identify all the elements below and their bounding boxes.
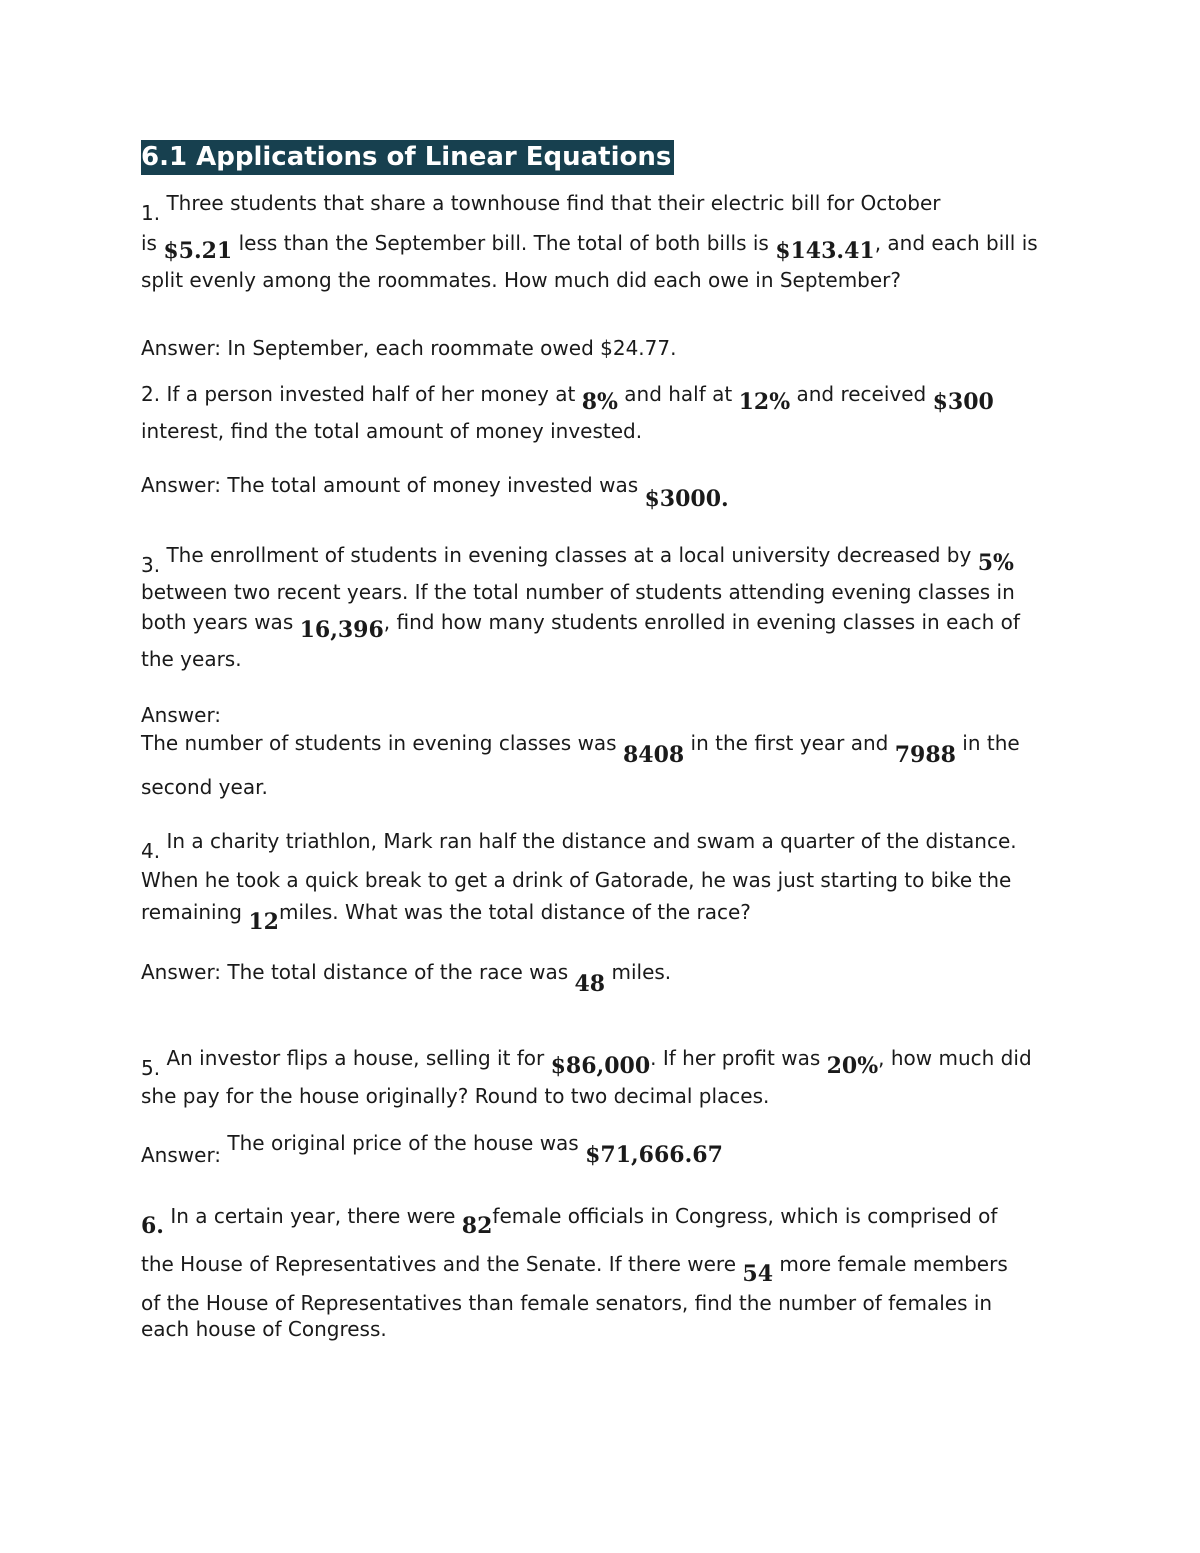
text-run: in the first year and: [684, 731, 895, 755]
text-run: In a certain year, there were: [170, 1204, 462, 1228]
math-value: $143.41: [775, 238, 875, 264]
answer-3-label: Answer:: [141, 703, 222, 727]
question-2-line-1: [141, 381, 994, 415]
question-6-line-4: each house of Congress.: [141, 1317, 387, 1341]
page-title: 6.1 Applications of Linear Equations: [141, 140, 674, 175]
text-run: more female members: [773, 1252, 1008, 1276]
text-run: An investor flips a house, selling it for: [166, 1046, 551, 1070]
math-value: 48: [574, 971, 606, 997]
text-run: miles.: [605, 960, 672, 984]
math-value: 12%: [738, 389, 791, 415]
question-5-line-2: she pay for the house originally? Round to two decimal places.: [141, 1084, 770, 1108]
text-run: , find how many students enrolled in evening classes in each of: [383, 610, 1020, 634]
text-run: The number of students in evening classes was: [141, 731, 623, 755]
text-run: miles. What was the total distance of the race?: [278, 900, 751, 924]
question-3-number: 3.: [141, 553, 161, 577]
text-run: Answer: The total amount of money invested was: [141, 473, 645, 497]
math-value: 12: [248, 909, 279, 935]
math-value: 82: [461, 1213, 493, 1239]
math-value: 54: [742, 1261, 774, 1287]
question-6-line-2: [141, 1251, 1008, 1287]
text-run: and half at: [617, 382, 739, 406]
question-1-text: Three students that share a townhouse find that their electric bill for October: [166, 191, 941, 215]
text-run: Answer: The total distance of the race was: [141, 960, 575, 984]
math-value: 7988: [894, 742, 956, 768]
answer-5: [141, 1130, 723, 1168]
math-value: $300: [932, 389, 994, 415]
question-3-line-4: the years.: [141, 647, 242, 671]
answer-3-line-1: [141, 730, 1020, 768]
math-value: 5%: [977, 550, 1014, 576]
question-2-line-2: interest, find the total amount of money invested.: [141, 419, 643, 443]
question-4-line-3: [141, 899, 751, 935]
text-run: female officials in Congress, which is comprised of: [492, 1204, 998, 1228]
answer-2: [141, 472, 729, 512]
question-1-number: 1.: [141, 201, 161, 225]
question-5-number: 5.: [141, 1056, 161, 1080]
answer-4: [141, 959, 672, 997]
text-run: both years was: [141, 610, 300, 634]
math-value: $86,000: [550, 1053, 651, 1079]
text-run: the House of Representatives and the Senate. If there were: [141, 1252, 743, 1276]
question-4-number: 4.: [141, 839, 161, 863]
math-value: 20%: [826, 1053, 879, 1079]
question-3-line-1: [141, 542, 1014, 577]
text-run: , how much did: [878, 1046, 1032, 1070]
question-5-line-1: [141, 1045, 1032, 1080]
math-value: $71,666.67: [585, 1142, 723, 1168]
answer-5-label: Answer:: [141, 1143, 228, 1167]
text-run: In a charity triathlon, Mark ran half the distance and swam a quarter of the distance.: [166, 829, 1017, 853]
question-6-line-1: [141, 1203, 998, 1239]
text-run: is: [141, 231, 164, 255]
answer-3-line-2: second year.: [141, 775, 268, 799]
question-1-line-3: split evenly among the roommates. How much did each owe in September?: [141, 268, 902, 292]
answer-1: Answer: In September, each roommate owed $24.77.: [141, 336, 677, 360]
question-3-line-3: [141, 609, 1020, 643]
question-4-line-2: When he took a quick break to get a drink of Gatorade, he was just starting to bike the: [141, 868, 1012, 892]
question-1-line-1: [141, 190, 941, 225]
math-value: 8408: [622, 742, 685, 768]
question-6-number: 6.: [141, 1213, 164, 1239]
text-run: and received: [790, 382, 933, 406]
text-run: in the: [955, 731, 1020, 755]
text-run: 2. If a person invested half of her money at: [141, 382, 582, 406]
text-run: , and each bill is: [874, 231, 1038, 255]
question-4-line-1: [141, 828, 1017, 863]
text-run: The enrollment of students in evening classes at a local university decreased by: [166, 543, 978, 567]
question-6-line-3: of the House of Representatives than female senators, find the number of females in: [141, 1291, 993, 1315]
math-value: 8%: [581, 389, 618, 415]
text-run: remaining: [141, 900, 249, 924]
text-run: less than the September bill. The total of both bills is: [232, 231, 776, 255]
text-run: The original price of the house was: [227, 1131, 586, 1155]
math-value: $5.21: [163, 238, 233, 264]
question-3-line-2: between two recent years. If the total number of students attending evening classes in: [141, 580, 1015, 604]
question-1-line-2: [141, 230, 1038, 264]
text-run: . If her profit was: [650, 1046, 827, 1070]
math-value: 16,396: [299, 617, 384, 643]
math-value: $3000.: [644, 486, 729, 512]
